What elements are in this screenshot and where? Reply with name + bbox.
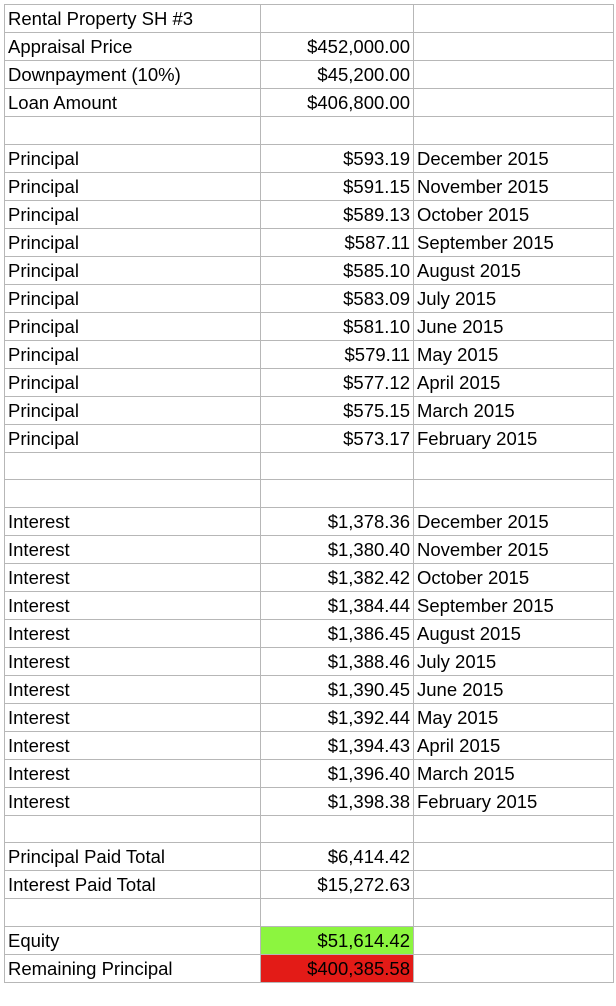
- value-cell[interactable]: $573.17: [261, 424, 414, 452]
- month-cell[interactable]: March 2015: [414, 759, 614, 787]
- value-cell[interactable]: $51,614.42: [261, 926, 414, 954]
- table-row: [5, 619, 614, 647]
- table-row: [5, 172, 614, 200]
- month-cell[interactable]: [414, 899, 614, 927]
- label-cell[interactable]: Principal: [5, 368, 261, 396]
- month-cell[interactable]: [414, 33, 614, 61]
- table-row: [5, 954, 614, 982]
- value-cell[interactable]: $589.13: [261, 200, 414, 228]
- table-row: [5, 507, 614, 535]
- value-cell[interactable]: [261, 452, 414, 480]
- table-row: [5, 675, 614, 703]
- value-cell[interactable]: $591.15: [261, 172, 414, 200]
- table-row: [5, 312, 614, 340]
- label-cell[interactable]: [5, 815, 261, 843]
- value-cell[interactable]: [261, 899, 414, 927]
- month-cell[interactable]: [414, 815, 614, 843]
- month-cell[interactable]: [414, 480, 614, 508]
- table-row: [5, 256, 614, 284]
- month-cell[interactable]: June 2015: [414, 675, 614, 703]
- label-cell[interactable]: Loan Amount: [5, 89, 261, 117]
- value-cell[interactable]: $593.19: [261, 144, 414, 172]
- month-cell[interactable]: April 2015: [414, 731, 614, 759]
- table-row: [5, 843, 614, 871]
- value-cell[interactable]: $6,414.42: [261, 843, 414, 871]
- value-cell[interactable]: $1,396.40: [261, 759, 414, 787]
- table-row: [5, 424, 614, 452]
- table-row: [5, 899, 614, 927]
- label-cell[interactable]: Interest: [5, 675, 261, 703]
- label-cell[interactable]: Principal: [5, 144, 261, 172]
- table-row: [5, 144, 614, 172]
- label-cell[interactable]: Interest: [5, 731, 261, 759]
- value-cell[interactable]: $1,384.44: [261, 591, 414, 619]
- month-cell[interactable]: October 2015: [414, 200, 614, 228]
- label-cell[interactable]: Interest Paid Total: [5, 871, 261, 899]
- table-row: [5, 89, 614, 117]
- month-cell[interactable]: [414, 871, 614, 899]
- value-cell[interactable]: [261, 117, 414, 145]
- value-cell[interactable]: $406,800.00: [261, 89, 414, 117]
- label-cell[interactable]: Interest: [5, 563, 261, 591]
- value-cell[interactable]: $575.15: [261, 396, 414, 424]
- label-cell[interactable]: Interest: [5, 591, 261, 619]
- table-row: [5, 33, 614, 61]
- value-cell[interactable]: $15,272.63: [261, 871, 414, 899]
- month-cell[interactable]: February 2015: [414, 424, 614, 452]
- table-row: [5, 480, 614, 508]
- label-cell[interactable]: Principal: [5, 256, 261, 284]
- label-cell[interactable]: Interest: [5, 535, 261, 563]
- value-cell[interactable]: [261, 815, 414, 843]
- value-cell[interactable]: $1,380.40: [261, 535, 414, 563]
- month-cell[interactable]: November 2015: [414, 535, 614, 563]
- label-cell[interactable]: Principal: [5, 424, 261, 452]
- table-row: [5, 591, 614, 619]
- table-row: [5, 535, 614, 563]
- table-row: [5, 284, 614, 312]
- label-cell[interactable]: Interest: [5, 647, 261, 675]
- value-cell[interactable]: $583.09: [261, 284, 414, 312]
- table-row: [5, 647, 614, 675]
- month-cell[interactable]: June 2015: [414, 312, 614, 340]
- label-cell[interactable]: Principal: [5, 284, 261, 312]
- month-cell[interactable]: December 2015: [414, 144, 614, 172]
- value-cell[interactable]: [261, 5, 414, 33]
- label-cell[interactable]: [5, 452, 261, 480]
- month-cell[interactable]: December 2015: [414, 507, 614, 535]
- label-cell[interactable]: Interest: [5, 703, 261, 731]
- month-cell[interactable]: September 2015: [414, 228, 614, 256]
- value-cell[interactable]: $1,394.43: [261, 731, 414, 759]
- value-cell[interactable]: $1,378.36: [261, 507, 414, 535]
- label-cell[interactable]: [5, 480, 261, 508]
- table-row: [5, 228, 614, 256]
- month-cell[interactable]: September 2015: [414, 591, 614, 619]
- table-row: [5, 200, 614, 228]
- month-cell[interactable]: August 2015: [414, 256, 614, 284]
- month-cell[interactable]: [414, 843, 614, 871]
- month-cell[interactable]: [414, 61, 614, 89]
- table-row: [5, 731, 614, 759]
- month-cell[interactable]: February 2015: [414, 787, 614, 815]
- label-cell[interactable]: Rental Property SH #3: [5, 5, 261, 33]
- table-row: [5, 117, 614, 145]
- table-row: [5, 926, 614, 954]
- value-cell[interactable]: $452,000.00: [261, 33, 414, 61]
- table-row: [5, 452, 614, 480]
- value-cell[interactable]: $587.11: [261, 228, 414, 256]
- value-cell[interactable]: $585.10: [261, 256, 414, 284]
- table-row: [5, 368, 614, 396]
- table-row: [5, 396, 614, 424]
- value-cell[interactable]: $1,392.44: [261, 703, 414, 731]
- month-cell[interactable]: November 2015: [414, 172, 614, 200]
- month-cell[interactable]: [414, 89, 614, 117]
- value-cell[interactable]: $45,200.00: [261, 61, 414, 89]
- label-cell[interactable]: [5, 899, 261, 927]
- month-cell[interactable]: August 2015: [414, 619, 614, 647]
- value-cell[interactable]: $579.11: [261, 340, 414, 368]
- value-cell[interactable]: $1,386.45: [261, 619, 414, 647]
- table-row: [5, 703, 614, 731]
- table-row: [5, 815, 614, 843]
- label-cell[interactable]: Equity: [5, 926, 261, 954]
- spreadsheet-body: [5, 5, 614, 983]
- label-cell[interactable]: Principal: [5, 228, 261, 256]
- month-cell[interactable]: October 2015: [414, 563, 614, 591]
- month-cell[interactable]: April 2015: [414, 368, 614, 396]
- label-cell[interactable]: Principal Paid Total: [5, 843, 261, 871]
- label-cell[interactable]: Interest: [5, 507, 261, 535]
- table-row: [5, 340, 614, 368]
- month-cell[interactable]: [414, 452, 614, 480]
- month-cell[interactable]: May 2015: [414, 340, 614, 368]
- value-cell[interactable]: $1,390.45: [261, 675, 414, 703]
- month-cell[interactable]: July 2015: [414, 647, 614, 675]
- spreadsheet-grid: [4, 4, 614, 983]
- value-cell[interactable]: $1,398.38: [261, 787, 414, 815]
- table-row: [5, 5, 614, 33]
- month-cell[interactable]: [414, 117, 614, 145]
- month-cell[interactable]: March 2015: [414, 396, 614, 424]
- table-row: [5, 787, 614, 815]
- label-cell[interactable]: Principal: [5, 396, 261, 424]
- value-cell[interactable]: [261, 480, 414, 508]
- value-cell[interactable]: $577.12: [261, 368, 414, 396]
- value-cell[interactable]: $1,388.46: [261, 647, 414, 675]
- label-cell[interactable]: Interest: [5, 787, 261, 815]
- table-row: [5, 759, 614, 787]
- label-cell[interactable]: Interest: [5, 619, 261, 647]
- month-cell[interactable]: [414, 926, 614, 954]
- table-row: [5, 563, 614, 591]
- month-cell[interactable]: [414, 5, 614, 33]
- label-cell[interactable]: Appraisal Price: [5, 33, 261, 61]
- label-cell[interactable]: Principal: [5, 200, 261, 228]
- table-row: [5, 871, 614, 899]
- month-cell[interactable]: May 2015: [414, 703, 614, 731]
- month-cell[interactable]: July 2015: [414, 284, 614, 312]
- value-cell[interactable]: $400,385.58: [261, 954, 414, 982]
- value-cell[interactable]: $1,382.42: [261, 563, 414, 591]
- label-cell[interactable]: Remaining Principal: [5, 954, 261, 982]
- value-cell[interactable]: $581.10: [261, 312, 414, 340]
- label-cell[interactable]: [5, 117, 261, 145]
- label-cell[interactable]: Principal: [5, 312, 261, 340]
- label-cell[interactable]: Principal: [5, 340, 261, 368]
- label-cell[interactable]: Interest: [5, 759, 261, 787]
- label-cell[interactable]: Principal: [5, 172, 261, 200]
- table-row: [5, 61, 614, 89]
- label-cell[interactable]: Downpayment (10%): [5, 61, 261, 89]
- month-cell[interactable]: [414, 954, 614, 982]
